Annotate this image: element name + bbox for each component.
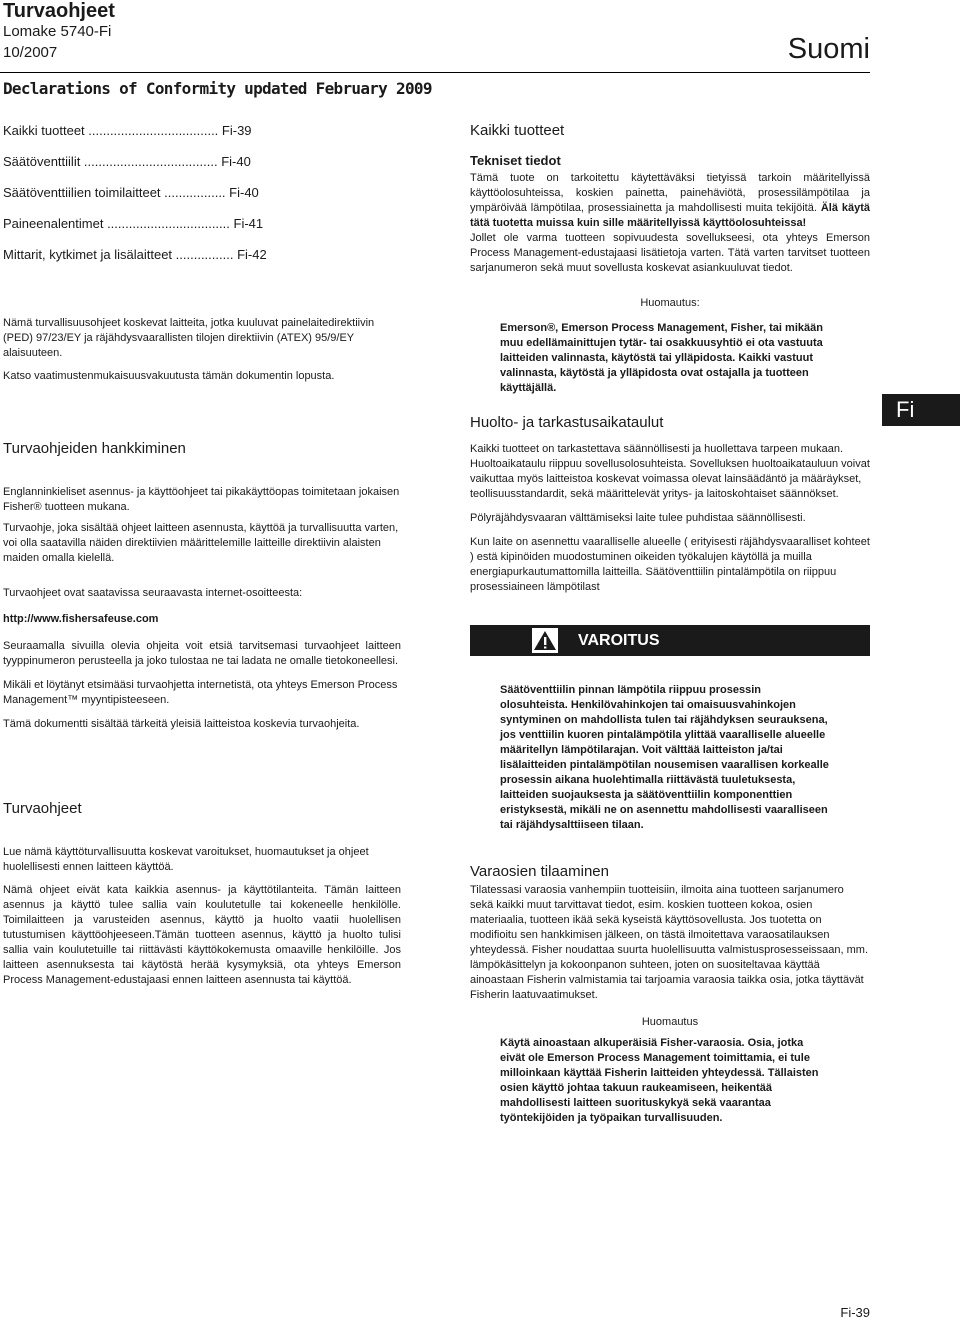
- paragraph: Kaikki tuotteet on tarkastettava säännöllisesti ja huollettava tarpeen mukaan. Huoltoaikataulu riippuu sovellusolosuhteista. Sovelluksen huoltoaikatauluun voivat vaikuttaa myös laitteistoa koskevat voimassa olevat lainsäädäntö ja määräykset, teollisuusstandardit, sekä määrittelevät yritys- ja laitoskohtaiset säännökset.: [470, 443, 870, 500]
- form-number: Lomake 5740-Fi: [3, 23, 112, 40]
- page-number: Fi-39: [840, 1305, 870, 1320]
- paragraph: Jollet ole varma tuotteen sopivuudesta sovellukseesi, ota yhteys Emerson Process Management-edustajaasi lisätietoja varten. Tätä varten tarvitset tuotteen sarjanumeron sekä muut sovellusta koskevat asiankuuluvat tiedot.: [470, 232, 870, 274]
- warning-triangle-icon: [532, 628, 558, 653]
- note-text: Emerson®, Emerson Process Management, Fisher, tai mikään muu edellämainittujen tytär- tai osakkuusyhtiö ei ota vastuuta laitteiden valinnasta, käytöstä tai ylläpidosta. Kaikki vastuut valinnasta, käytöstä ja ylläpidosta ovat ostajalla ja tuotteen käyttäjällä.: [500, 322, 823, 394]
- note-title: Huomautus:: [640, 297, 700, 309]
- toc-item[interactable]: Paineenalentimet .................................. Fi-41: [3, 216, 264, 231]
- warning-text: Säätöventtiilin pinnan lämpötila riippuu prosessin olosuhteista. Henkilövahinkojen tai omaisuusvahinkojen syntyminen on mahdollista tulen tai räjähdyksen seurauksena, jos venttiilin kuoren pintalämpötila ylittää vaaralliselle alueelle määritellyn lämpötilarajan. Voit välttää laitteiston ja/tai lisälaitteiden pintalämpötilan nousemisen vaarallisen korkealle prosessin aikana huolehtimalla riittävästä tuuletuksesta, laitteiden suojauksesta ja säätöventtiilin komponenttien eristyksestä, mikäli ne on asennettu mahdollisesti vaaralliseen tai räjähdysalttiiseen tilaan.: [500, 684, 829, 831]
- paragraph: Turvaohjeet ovat saatavissa seuraavasta internet-osoitteesta:: [3, 587, 303, 599]
- paragraph: Tilatessasi varaosia vanhempiin tuotteisiin, ilmoita aina tuotteen sarjanumero sekä kaikki muut tarvittavat tiedot, esim. koskien tuotteen kokoa, osien materiaalia, tuotteen ikää sekä kyseistä käyttösovellusta. Jos tuotetta on modifioitu sen hankkimisen jälkeen, on tästä ilmoitettava varaosatilauksen yhteydessä. Fisher noudattaa suurta huolellisuutta valmistusprosesseissaan, mm. lämpökäsittelyn ja kokoonpanon suhteen, joten on suositeltavaa käyttää ainoastaan Fisherin valmistamia tai tarjoamia varaosia taikka osia, jotka täyttävät Fisherin laatuvaatimukset.: [470, 884, 869, 1001]
- section-heading: Varaosien tilaaminen: [470, 863, 609, 880]
- right-column: [470, 296, 870, 1126]
- document-title: Turvaohjeet: [3, 0, 115, 22]
- paragraph: Mikäli et löytänyt etsimääsi turvaohjetta internetistä, ota yhteys Emerson Process Management™ myyntipisteeseen.: [3, 679, 398, 706]
- left-column: [3, 316, 401, 988]
- intro-paragraph: Nämä turvallisuusohjeet koskevat laitteita, jotka kuuluvat painelaitedirektiivin (PED) 97/23/EY ja räjähdysvaarallisten tilojen direktiivin (ATEX) 95/9/EY alaisuuteen.: [3, 317, 375, 359]
- intro-paragraph: Katso vaatimustenmukaisuusvakuutusta tämän dokumentin lopusta.: [3, 370, 335, 382]
- paragraph: Pölyräjähdysvaaran välttämiseksi laite tulee puhdistaa säännöllisesti.: [470, 512, 806, 524]
- note-title: Huomautus: [641, 1016, 699, 1028]
- paragraph: Tämä dokumentti sisältää tärkeitä yleisiä laitteistoa koskevia turvaohjeita.: [3, 718, 360, 730]
- paragraph: Turvaohje, joka sisältää ohjeet laitteen asennusta, käyttöä ja turvallisuutta varten, voi olla saatavilla näiden direktiivien määrittelemille laitteille direktiivin alaisten maiden omalla kielellä.: [3, 522, 399, 564]
- side-tab-label: Fi: [896, 397, 915, 422]
- section-heading: Turvaohjeet: [3, 800, 82, 817]
- toc-item[interactable]: Mittarit, kytkimet ja lisälaitteet ................ Fi-42: [3, 247, 267, 262]
- section-heading: Turvaohjeiden hankkiminen: [3, 440, 186, 457]
- paragraph: Lue nämä käyttöturvallisuutta koskevat varoitukset, huomautukset ja ohjeet huolellisesti ennen laitteen käyttöä.: [3, 846, 369, 873]
- warning-label: VAROITUS: [578, 632, 660, 649]
- paragraph: Seuraamalla sivuilla olevia ohjeita voit etsiä tarvitsemasi turvaohjeet laitteen tyyppinumeron perusteella ja joko tulostaa ne tai ladata ne omalle tietokoneellesi.: [3, 640, 401, 667]
- paragraph: Kun laite on asennettu vaaralliselle alueelle ( erityisesti räjähdysvaaralliset kohteet ) estä kipinöiden muodostuminen oikeiden työkalujen käytöllä ja muilla energiapurkautumattomilla laitteilla. Säätöventtiilin pintalämpötila on riippuu prosessiaineen lämpötilast: [470, 536, 870, 593]
- section-heading: Huolto- ja tarkastusaikataulut: [470, 414, 664, 431]
- all-products-section: [470, 122, 870, 276]
- paragraph: Nämä ohjeet eivät kata kaikkia asennus- ja käyttötilanteita. Tämän laitteen asennus ja käyttö tulee sallia vain koulutetulle tai kokeneelle henkilölle. Toimilaitteen ja varusteiden asennus, käyttö ja huolto vaatii huolellisen tutustumisen käyttöohjeeseen.Tämän tuotteen asennus, käyttö ja huolto tulisi sallia vain koulutetuille tai riittävästi käyttökokemusta omaaville henkilöille. Jos laitteen asennuksesta tai käytöstä herää kysymyksiä, ota yhteys Emerson Process Management-edustajaasi ennen laitteen asennusta tai käyttöä.: [3, 884, 401, 986]
- paragraph: Tämä tuote on tarkoitettu käytettäväksi tietyissä tarkoin määritellyissä käyttöolosuhteissa, koskien painetta, painehäviötä, prosessilämpötilaa ja ympäröivää lämpötilaa, prosessiainetta ja mahdollisesti muita tekijöitä. Älä käytä tätä tuotetta muissa kuin sille määritellyissä käyttöolosuhteissa!: [470, 172, 870, 229]
- table-of-contents: [3, 123, 403, 278]
- warning-banner: [470, 625, 870, 656]
- section-heading: Kaikki tuotteet: [470, 122, 565, 139]
- language-label: Suomi: [787, 33, 870, 65]
- language-side-tab: [882, 394, 960, 426]
- paragraph: Englanninkieliset asennus- ja käyttöohjeet tai pikakäyttöopas toimitetaan jokaisen Fisher® tuotteen mukana.: [3, 486, 400, 513]
- note-text: Käytä ainoastaan alkuperäisiä Fisher-varaosia. Osia, jotka eivät ole Emerson Process Management toimittamia, ei tule milloinkaan käyttää Fisherin laitteiden yhteydessä. Tällaisten osien käyttö johtaa takuun raukeamiseen, heikentää mahdollisesti laitteen suorituskykyä sekä vaarantaa työntekijöiden ja työpaikan turvallisuuden.: [500, 1037, 819, 1124]
- url-link[interactable]: http://www.fishersafeuse.com: [3, 613, 159, 625]
- toc-item[interactable]: Kaikki tuotteet .................................... Fi-39: [3, 123, 252, 138]
- toc-item[interactable]: Säätöventtiilit ..................................... Fi-40: [3, 154, 251, 169]
- section-subheading: Tekniset tiedot: [470, 153, 561, 168]
- toc-item[interactable]: Säätöventtiilien toimilaitteet ................. Fi-40: [3, 185, 259, 200]
- header-rule: [0, 72, 870, 73]
- declarations-subtitle: Declarations of Conformity updated February 2009: [3, 79, 432, 98]
- document-date: 10/2007: [3, 44, 58, 61]
